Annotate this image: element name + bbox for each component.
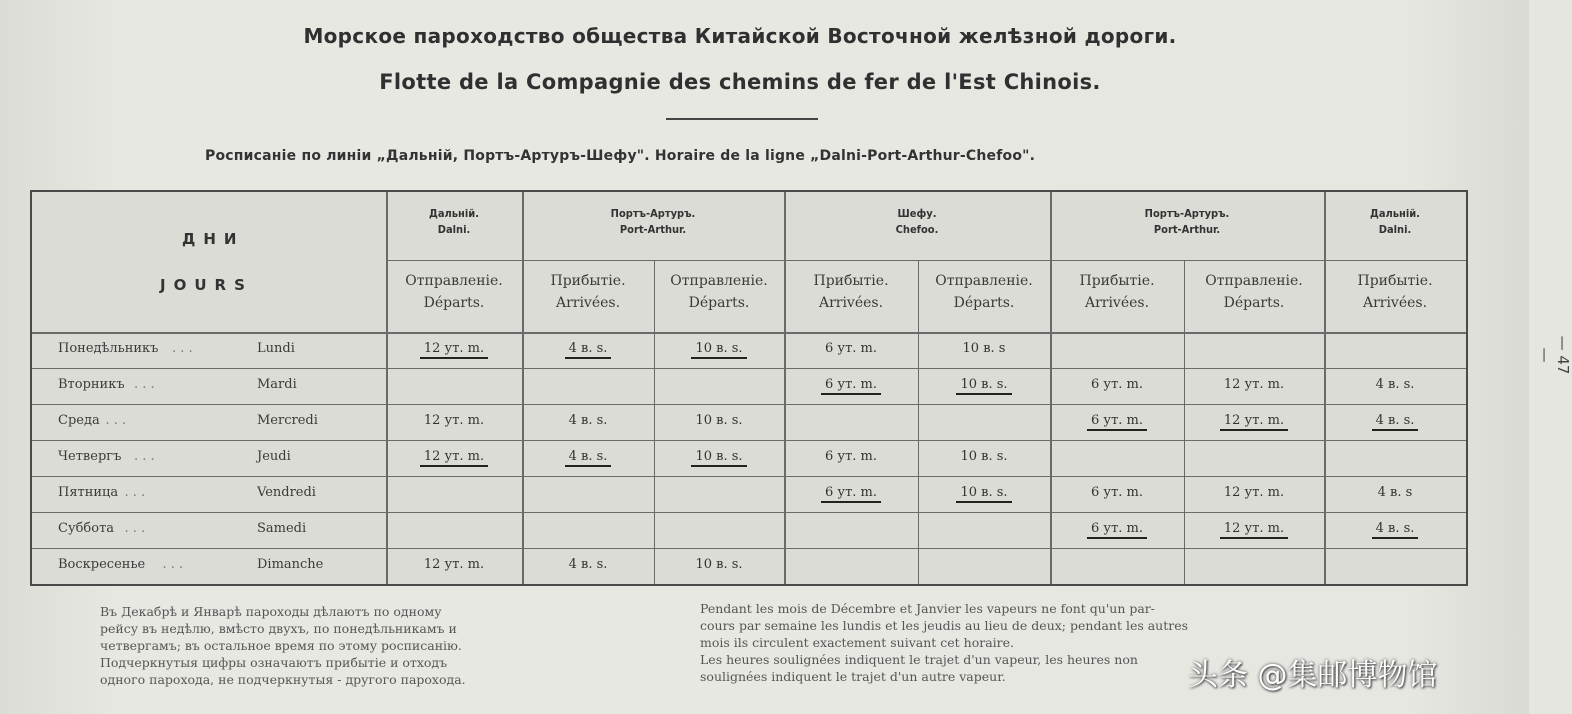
time-cell — [386, 413, 522, 428]
note-line: рейсу въ недѣлю, вмѣсто двухъ, по понедѣльникамъ и — [100, 621, 457, 636]
column-divider — [386, 192, 388, 584]
station-name-ru: Дальній. — [429, 207, 479, 220]
column-type-header — [654, 270, 784, 314]
time-value: 10 в. s. — [695, 557, 743, 572]
time-value: 12 ут. m. — [1223, 377, 1285, 392]
day-name-fr: Vendredi — [257, 485, 316, 500]
column-type-fr: Arrivées. — [1084, 295, 1150, 311]
time-cell — [654, 557, 784, 572]
time-cell — [1324, 413, 1466, 428]
time-cell — [386, 449, 522, 464]
day-name-fr: Mercredi — [257, 413, 318, 428]
station-name-ru: Шефу. — [897, 207, 937, 220]
time-value: 10 в. s. — [691, 341, 746, 359]
column-type-fr: Arrivées. — [555, 295, 621, 311]
time-cell — [1184, 377, 1324, 392]
time-value: 4 в. s. — [565, 449, 612, 467]
column-type-ru: Прибытіе. — [1079, 273, 1155, 289]
time-cell — [1050, 521, 1184, 536]
time-cell — [1324, 377, 1466, 392]
dot-leader: . . . — [172, 341, 193, 356]
days-label-fr: JOURS — [160, 276, 253, 294]
days-label-ru: ДНИ — [182, 230, 245, 248]
day-name-ru: Четвергъ — [58, 449, 122, 464]
notes-russian — [100, 603, 660, 688]
column-type-header — [1184, 270, 1324, 314]
time-cell — [386, 557, 522, 572]
note-line: Подчеркнутыя цифры означаютъ прибытіе и отходъ — [100, 655, 448, 670]
column-type-fr: Départs. — [1223, 295, 1285, 311]
note-line: Les heures soulignées indiquent le trajet d'un vapeur, les heures non — [700, 652, 1138, 667]
station-header — [1050, 206, 1324, 238]
time-value: 12 ут. m. — [423, 413, 485, 428]
station-name-ru: Портъ-Артуръ. — [1144, 207, 1230, 220]
time-value: 6 ут. m. — [1087, 413, 1147, 431]
column-type-ru: Прибытіе. — [550, 273, 626, 289]
header-divider — [386, 260, 1466, 261]
time-cell — [1184, 413, 1324, 428]
title-russian: Морское пароходство общества Китайской Восточной желѣзной дороги. — [303, 24, 1177, 48]
row-divider — [32, 440, 1466, 441]
time-cell — [1050, 413, 1184, 428]
time-value: 10 в. s. — [691, 449, 746, 467]
schedule-subtitle: Росписаніе по линіи „Дальній, Портъ-Артуръ-Шефу". Horaire de la ligne „Dalni-Port-Arthur-Chefoo". — [205, 148, 1036, 164]
time-cell — [784, 377, 918, 392]
note-line: Pendant les mois de Décembre et Janvier les vapeurs ne font qu'un par- — [700, 601, 1155, 616]
station-name-ru: Портъ-Артуръ. — [610, 207, 696, 220]
column-divider — [522, 192, 524, 584]
time-value: 10 в. s. — [960, 449, 1008, 464]
station-name-fr: Dalni. — [437, 223, 471, 236]
time-value: 12 ут. m. — [1220, 413, 1288, 431]
column-type-ru: Отправленіе. — [935, 273, 1033, 289]
time-cell — [522, 413, 654, 428]
time-cell — [784, 449, 918, 464]
dot-leader: . . . — [124, 485, 146, 500]
day-name-fr: Samedi — [257, 521, 307, 536]
station-header — [522, 206, 784, 238]
time-value: 10 в. s — [962, 341, 1006, 356]
row-divider — [32, 512, 1466, 513]
time-cell — [522, 341, 654, 356]
dot-leader: . . . — [105, 413, 127, 428]
column-type-fr: Départs. — [688, 295, 750, 311]
time-cell — [784, 341, 918, 356]
time-value: 12 ут. m. — [423, 557, 485, 572]
time-cell — [654, 449, 784, 464]
time-value: 12 ут. m. — [420, 449, 488, 467]
row-divider — [32, 368, 1466, 369]
header-bottom-rule — [32, 332, 1466, 334]
timetable — [30, 190, 1468, 586]
watermark: 头条 @集邮博物馆 — [1188, 658, 1438, 693]
station-header — [1324, 206, 1466, 238]
time-value: 4 в. s. — [1372, 521, 1419, 539]
time-value: 6 ут. m. — [825, 449, 877, 464]
row-divider — [32, 404, 1466, 405]
column-type-header — [1324, 270, 1466, 314]
column-type-ru: Отправленіе. — [405, 273, 503, 289]
column-type-header — [918, 270, 1050, 314]
day-name-ru: Вторникъ — [58, 377, 125, 392]
column-type-fr: Arrivées. — [1362, 295, 1428, 311]
day-name-fr: Jeudi — [257, 449, 291, 464]
time-cell — [386, 341, 522, 356]
time-value: 6 ут. m. — [1087, 521, 1147, 539]
column-type-ru: Отправленіе. — [670, 273, 768, 289]
time-cell — [1050, 485, 1184, 500]
note-line: mois ils circulent exactement suivant cet horaire. — [700, 635, 1015, 650]
dot-leader: . . . — [134, 449, 155, 464]
dot-leader: . . . — [162, 557, 184, 572]
row-divider — [32, 548, 1466, 549]
time-value: 6 ут. m. — [1091, 377, 1143, 392]
column-type-ru: Прибытіе. — [1357, 273, 1433, 289]
day-name-ru: Понедѣльникъ — [58, 341, 159, 356]
column-type-fr: Arrivées. — [818, 295, 884, 311]
day-name-ru: Суббота — [58, 521, 115, 536]
station-name-fr: Chefoo. — [895, 223, 939, 236]
column-type-fr: Départs. — [953, 295, 1015, 311]
time-value: 6 ут. m. — [821, 377, 881, 395]
title-french: Flotte de la Compagnie des chemins de fer de l'Est Chinois. — [379, 70, 1101, 94]
time-cell — [918, 341, 1050, 356]
column-type-header — [386, 270, 522, 314]
time-cell — [522, 449, 654, 464]
time-cell — [1324, 485, 1466, 500]
time-value: 4 в. s. — [1372, 413, 1419, 431]
column-type-header — [1050, 270, 1184, 314]
station-name-fr: Port-Arthur. — [1153, 223, 1221, 236]
note-line: одного парохода, не подчеркнутыя - другого парохода. — [100, 672, 466, 687]
time-value: 10 в. s. — [695, 413, 743, 428]
time-value: 4 в. s. — [565, 341, 612, 359]
note-line: четвергамъ; въ остальное время по этому росписанію. — [100, 638, 462, 653]
time-cell — [654, 341, 784, 356]
note-line: cours par semaine les lundis et les jeudis au lieu de deux; pendant les autres — [700, 618, 1189, 633]
title-divider — [666, 118, 818, 120]
note-line: Въ Декабрѣ и Январѣ пароходы дѣлаютъ по одному — [100, 604, 442, 619]
column-type-fr: Départs. — [423, 295, 485, 311]
station-header — [784, 206, 1050, 238]
time-value: 4 в. s. — [568, 557, 608, 572]
time-cell — [918, 377, 1050, 392]
day-name-ru: Пятница — [58, 485, 119, 500]
time-value: 12 ут. m. — [1223, 485, 1285, 500]
row-divider — [32, 476, 1466, 477]
page-number: — 47 — — [1536, 335, 1572, 375]
time-cell — [1184, 521, 1324, 536]
time-cell — [654, 413, 784, 428]
day-name-fr: Lundi — [257, 341, 295, 356]
time-cell — [1324, 521, 1466, 536]
time-value: 10 в. s. — [956, 377, 1011, 395]
time-value: 4 в. s — [1377, 485, 1413, 500]
time-cell — [784, 485, 918, 500]
time-value: 4 в. s. — [1375, 377, 1415, 392]
time-value: 6 ут. m. — [1091, 485, 1143, 500]
time-value: 6 ут. m. — [821, 485, 881, 503]
time-value: 4 в. s. — [568, 413, 608, 428]
station-name-ru: Дальній. — [1370, 207, 1420, 220]
dot-leader: . . . — [134, 377, 155, 392]
time-value: 12 ут. m. — [1220, 521, 1288, 539]
column-type-ru: Прибытіе. — [813, 273, 889, 289]
time-cell — [918, 449, 1050, 464]
day-name-fr: Dimanche — [257, 557, 324, 572]
time-value: 6 ут. m. — [825, 341, 877, 356]
dot-leader: . . . — [124, 521, 146, 536]
column-type-ru: Отправленіе. — [1205, 273, 1303, 289]
time-cell — [1050, 377, 1184, 392]
station-name-fr: Port-Arthur. — [619, 223, 687, 236]
time-value: 10 в. s. — [956, 485, 1011, 503]
time-cell — [1184, 485, 1324, 500]
time-value: 12 ут. m. — [420, 341, 488, 359]
note-line: soulignées indiquent le trajet d'un autre vapeur. — [700, 669, 1006, 684]
station-header — [386, 206, 522, 238]
station-name-fr: Dalni. — [1378, 223, 1412, 236]
day-name-fr: Mardi — [257, 377, 297, 392]
day-name-ru: Среда — [58, 413, 100, 428]
day-name-ru: Воскресенье — [58, 557, 146, 572]
time-cell — [918, 485, 1050, 500]
time-cell — [522, 557, 654, 572]
column-type-header — [522, 270, 654, 314]
column-type-header — [784, 270, 918, 314]
